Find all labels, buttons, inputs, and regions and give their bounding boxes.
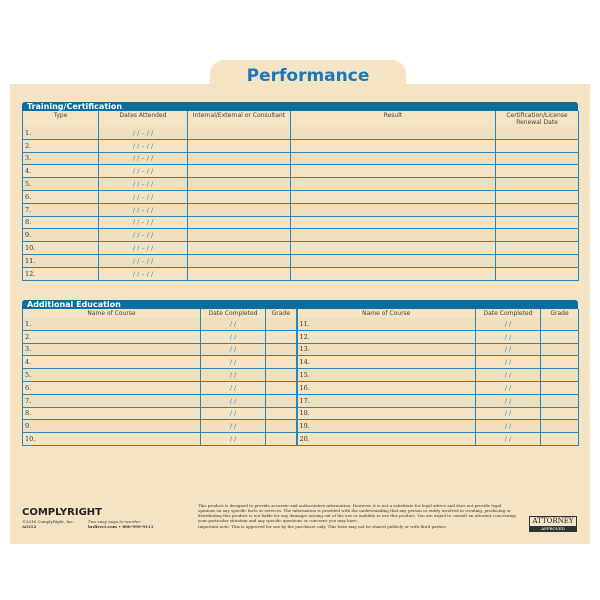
education-section [22,300,578,446]
date-field[interactable]: / / [476,394,541,407]
table-row [23,165,579,178]
date-field[interactable]: / / [476,381,541,394]
internal-field[interactable] [188,267,291,280]
grade-field[interactable] [541,356,579,369]
grade-field[interactable] [266,343,297,356]
date-field[interactable]: / / [476,369,541,382]
table-row [23,318,579,330]
renewal-field[interactable] [496,216,579,229]
grade-field[interactable] [541,318,579,330]
table-row [23,381,579,394]
table-row [23,203,579,216]
col-type: Type [23,111,99,127]
table-row [23,216,579,229]
row-number: 5. [23,369,201,382]
dates-field[interactable]: / / – / / [99,229,188,242]
table-row [23,343,579,356]
grade-field[interactable] [266,433,297,446]
date-field[interactable]: / / [476,343,541,356]
table-row [23,267,579,280]
dates-field[interactable]: / / – / / [99,152,188,165]
row-number: 2. [23,330,201,343]
internal-field[interactable] [188,152,291,165]
result-field[interactable] [291,267,496,280]
table-row [23,330,579,343]
table-row [23,242,579,255]
row-number: 3. [23,343,201,356]
internal-field[interactable] [188,190,291,203]
row-number: 6. [23,381,201,394]
row-number: 10. [23,242,99,255]
result-field[interactable] [291,152,496,165]
dates-field[interactable]: / / – / / [99,165,188,178]
row-number: 12. [297,330,476,343]
table-row [23,178,579,191]
date-field[interactable]: / / [476,356,541,369]
result-field[interactable] [291,127,496,139]
date-field[interactable]: / / [201,356,266,369]
table-row [23,127,579,139]
grade-field[interactable] [266,369,297,382]
reorder-text: Two easy ways to reorder: [88,519,142,524]
dates-field[interactable]: / / – / / [99,242,188,255]
col-internal: Internal/External or Consultant [188,111,291,127]
internal-field[interactable] [188,139,291,152]
col-course-2: Name of Course [297,309,476,318]
badge-subtext: APPROVED [530,526,576,531]
internal-field[interactable] [188,254,291,267]
result-field[interactable] [291,139,496,152]
table-row [23,407,579,420]
training-heading: Training/Certification [22,102,578,111]
grade-field[interactable] [541,369,579,382]
row-number: 1. [23,127,99,139]
row-number: 4. [23,356,201,369]
result-field[interactable] [291,165,496,178]
grade-field[interactable] [266,356,297,369]
row-number: 17. [297,394,476,407]
row-number: 1. [23,318,201,330]
copyright: ©2016 ComplyRight, Inc. [22,519,75,524]
grade-field[interactable] [266,381,297,394]
date-field[interactable]: / / [201,394,266,407]
grade-field[interactable] [541,381,579,394]
row-number: 7. [23,394,201,407]
grade-field[interactable] [541,394,579,407]
badge-text: ATTORNEY [532,517,574,525]
training-table [22,111,579,281]
table-row [23,139,579,152]
col-date: Date Completed [201,309,266,318]
row-number: 8. [23,216,99,229]
date-field[interactable]: / / [201,330,266,343]
result-field[interactable] [291,254,496,267]
disclaimer: This product is designed to provide accurate and authoritative information. However, it is not a substitute for legal advice and does not provide legal opinions on any specific facts or services. The information is provided with the understanding that any person or entity involved in creating, producing or distributing this product is not liable for any damages arising out of the use or inability to use this product. You are urged to consult an attorney concerning your particular situation and any specific questions or concerns you may have. [198,503,516,523]
table-row [23,190,579,203]
brand-logo: COMPLYRIGHT [22,507,102,518]
renewal-field[interactable] [496,139,579,152]
education-heading: Additional Education [22,300,578,309]
col-grade-2: Grade [541,309,579,318]
internal-field[interactable] [188,178,291,191]
row-number: 15. [297,369,476,382]
renewal-field[interactable] [496,152,579,165]
grade-field[interactable] [266,420,297,433]
grade-field[interactable] [266,394,297,407]
renewal-field[interactable] [496,242,579,255]
row-number: 5. [23,178,99,191]
attorney-approved-badge [529,516,577,532]
footer-brand-block [22,506,102,529]
row-number: 18. [297,407,476,420]
row-number: 14. [297,356,476,369]
date-field[interactable]: / / [476,330,541,343]
result-field[interactable] [291,203,496,216]
date-field[interactable]: / / [201,343,266,356]
table-row [23,420,579,433]
important-note: Important note: This is approved for use by the purchaser only. This form may not be shared publicly or with third parties. [198,524,447,529]
result-field[interactable] [291,216,496,229]
col-course: Name of Course [23,309,201,318]
row-number: 4. [23,165,99,178]
training-section [22,102,578,281]
internal-field[interactable] [188,242,291,255]
grade-field[interactable] [266,407,297,420]
internal-field[interactable] [188,229,291,242]
product-code: A0312 [22,524,37,529]
result-field[interactable] [291,178,496,191]
footer-legal-block [198,503,518,529]
education-table [22,309,579,446]
page-title: Performance [246,66,370,86]
result-field[interactable] [291,229,496,242]
renewal-field[interactable] [496,127,579,139]
grade-field[interactable] [266,330,297,343]
dates-field[interactable]: / / – / / [99,139,188,152]
renewal-field[interactable] [496,190,579,203]
contact: hrdirect.com • 800-999-9111 [88,524,154,529]
grade-field[interactable] [541,343,579,356]
footer-reorder-block [88,519,188,529]
row-number: 11. [297,318,476,330]
row-number: 9. [23,420,201,433]
date-field[interactable]: / / [201,407,266,420]
col-date-2: Date Completed [476,309,541,318]
row-number: 11. [23,254,99,267]
renewal-field[interactable] [496,267,579,280]
dates-field[interactable]: / / – / / [99,254,188,267]
row-number: 20. [297,433,476,446]
renewal-field[interactable] [496,203,579,216]
col-grade: Grade [266,309,297,318]
table-row [23,369,579,382]
grade-field[interactable] [541,420,579,433]
dates-field[interactable]: / / – / / [99,267,188,280]
table-row [23,254,579,267]
internal-field[interactable] [188,216,291,229]
row-number: 2. [23,139,99,152]
dates-field[interactable]: / / – / / [99,190,188,203]
dates-field[interactable]: / / – / / [99,127,188,139]
internal-field[interactable] [188,165,291,178]
date-field[interactable]: / / [476,318,541,330]
table-row [23,433,579,446]
grade-field[interactable] [541,407,579,420]
col-result: Result [291,111,496,127]
table-row [23,356,579,369]
table-row [23,229,579,242]
table-row [23,152,579,165]
result-field[interactable] [291,190,496,203]
date-field[interactable]: / / [476,407,541,420]
col-dates: Dates Attended [99,111,188,127]
grade-field[interactable] [266,318,297,330]
renewal-field[interactable] [496,254,579,267]
row-number: 6. [23,190,99,203]
date-field[interactable]: / / [476,433,541,446]
date-field[interactable]: / / [201,433,266,446]
col-renewal: Certification/License Renewal Date [496,111,579,127]
row-number: 8. [23,407,201,420]
renewal-field[interactable] [496,165,579,178]
table-row [23,394,579,407]
row-number: 12. [23,267,99,280]
internal-field[interactable] [188,203,291,216]
result-field[interactable] [291,242,496,255]
row-number: 10. [23,433,201,446]
date-field[interactable]: / / [201,381,266,394]
row-number: 3. [23,152,99,165]
dates-field[interactable]: / / – / / [99,216,188,229]
row-number: 16. [297,381,476,394]
date-field[interactable]: / / [201,420,266,433]
row-number: 19. [297,420,476,433]
date-field[interactable]: / / [476,420,541,433]
renewal-field[interactable] [496,178,579,191]
date-field[interactable]: / / [201,318,266,330]
grade-field[interactable] [541,330,579,343]
grade-field[interactable] [541,433,579,446]
row-number: 7. [23,203,99,216]
dates-field[interactable]: / / – / / [99,203,188,216]
date-field[interactable]: / / [201,369,266,382]
renewal-field[interactable] [496,229,579,242]
internal-field[interactable] [188,127,291,139]
row-number: 13. [297,343,476,356]
row-number: 9. [23,229,99,242]
dates-field[interactable]: / / – / / [99,178,188,191]
